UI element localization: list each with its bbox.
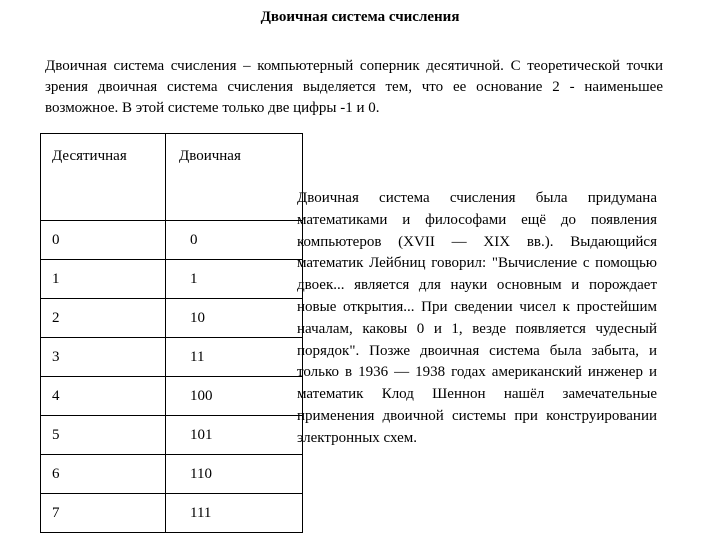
intro-paragraph: Двоичная система счисления – компьютерный соперник десятичной. С теоретической точки зрения двоичная система счисления выделяется тем, что ее основание 2 - наименьшее возможное. В этой системе только две цифры -1 и 0. (45, 58, 663, 116)
table-row (41, 455, 303, 494)
binary-cell: 11 (166, 338, 303, 377)
table-row (41, 221, 303, 260)
binary-cell: 111 (166, 494, 303, 533)
table-row (41, 377, 303, 416)
binary-cell: 1 (166, 260, 303, 299)
decimal-cell: 0 (41, 221, 166, 260)
decimal-cell: 5 (41, 416, 166, 455)
table-row (41, 260, 303, 299)
decimal-cell: 3 (41, 338, 166, 377)
decimal-cell: 6 (41, 455, 166, 494)
decimal-cell: 1 (41, 260, 166, 299)
decimal-cell: 7 (41, 494, 166, 533)
table-header-row (41, 134, 303, 221)
table-row (41, 416, 303, 455)
header-decimal: Десятичная (41, 134, 166, 221)
history-paragraph: Двоичная система счисления была придумана математиками и философами ещё до появления компьютеров (XVII — XIX вв.). Выдающийся математик Лейбниц говорил: "Вычисление с помощью двоек... является для науки основным и порождает новые открытия... При сведении чисел к простейшим началам, каковы 0 и 1, везде появляется чудесный порядок". Позже двоичная система была забыта, и только в 1936 — 1938 годах американский инженер и математик Клод Шеннон нашёл замечательные применения двоичной системы при конструировании электронных схем. (297, 190, 657, 446)
binary-cell: 10 (166, 299, 303, 338)
table-row (41, 494, 303, 533)
decimal-cell: 4 (41, 377, 166, 416)
page-title: Двоичная система счисления (260, 9, 460, 25)
binary-cell: 101 (166, 416, 303, 455)
binary-cell: 0 (166, 221, 303, 260)
header-binary: Двоичная (166, 134, 303, 221)
decimal-cell: 2 (41, 299, 166, 338)
table-row (41, 299, 303, 338)
binary-cell: 100 (166, 377, 303, 416)
table-row (41, 338, 303, 377)
conversion-table (40, 133, 303, 533)
binary-cell: 110 (166, 455, 303, 494)
